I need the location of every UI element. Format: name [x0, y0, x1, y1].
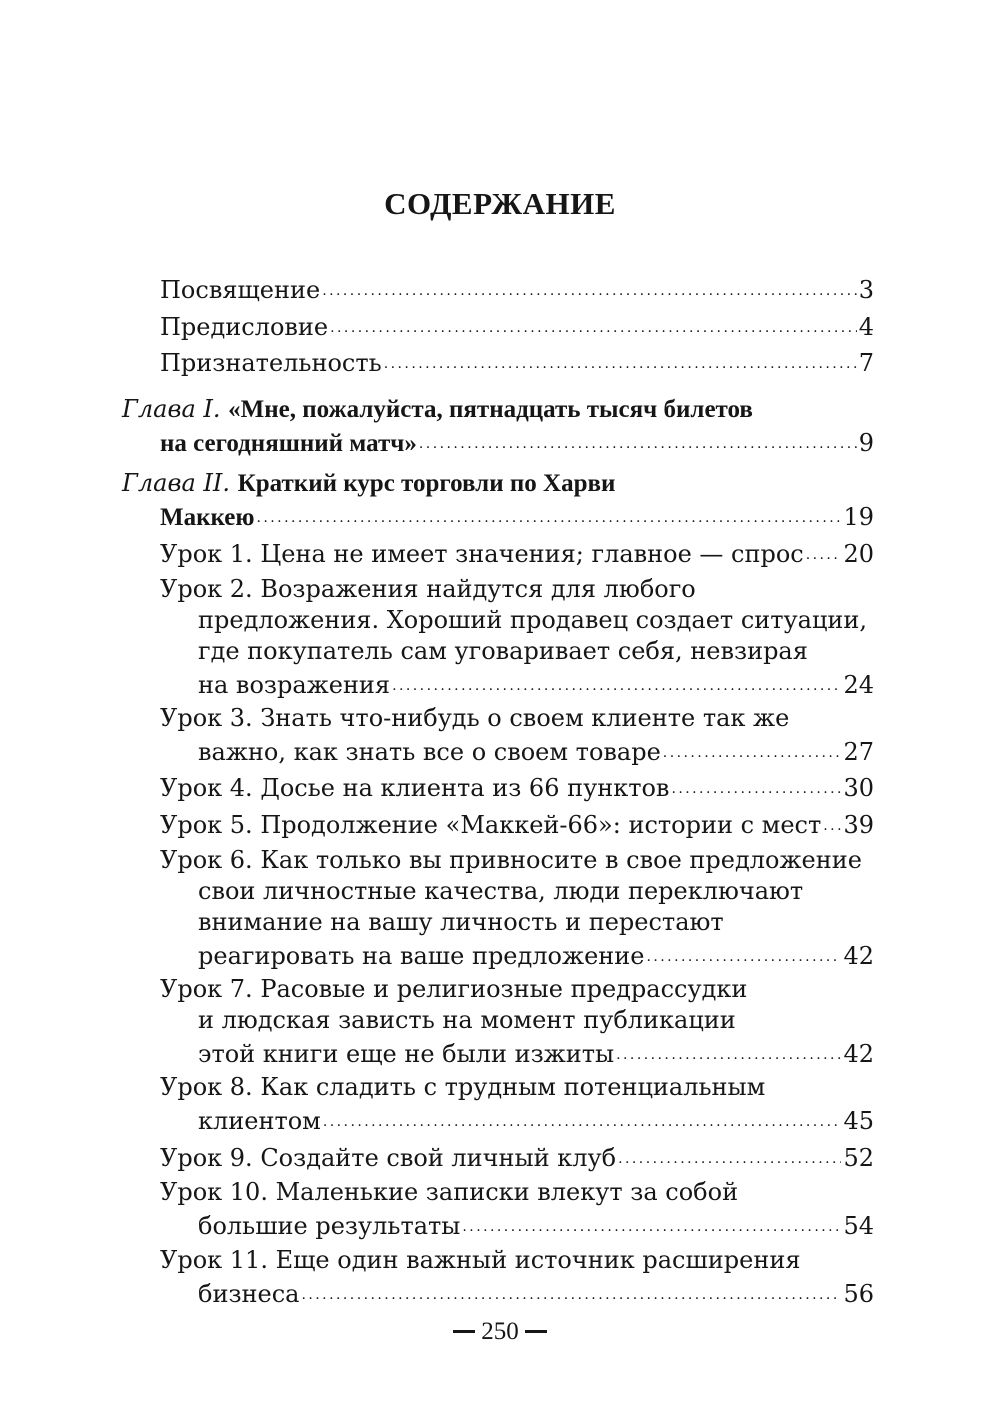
- toc-entry-title: Урок 2. Возражения найдутся для любого: [160, 575, 696, 603]
- toc-entry-chapter-1: [122, 394, 874, 459]
- toc-entry-lesson-1: [160, 536, 874, 570]
- toc-entry-title-continued: на возражения: [198, 671, 391, 700]
- toc-page-number: 56: [843, 1280, 874, 1309]
- chapter-title: Краткий курс торговли по Харви: [237, 470, 616, 497]
- toc-entry-title: Посвящение: [160, 276, 321, 305]
- dot-leader: [301, 1276, 841, 1302]
- toc-entry-dedication: [160, 272, 874, 306]
- toc-page-number: 20: [843, 540, 874, 569]
- chapter-title: «Мне, пожалуйста, пятнадцать тысяч билетов: [228, 396, 753, 423]
- page-title: СОДЕРЖАНИЕ: [384, 186, 616, 221]
- chapter-label: Глава II.: [122, 469, 230, 497]
- toc-entry-title: Урок 5. Продолжение «Маккей-66»: истории с мест: [160, 811, 822, 840]
- toc-page-number: 24: [843, 671, 874, 700]
- toc-page-number: 45: [843, 1107, 874, 1136]
- dot-leader: [663, 734, 842, 760]
- dot-leader: [462, 1208, 841, 1234]
- dot-leader: [392, 667, 841, 693]
- dot-leader: [330, 309, 857, 335]
- toc-entry-lesson-9: [160, 1140, 874, 1174]
- toc-entry-lesson-7: [160, 974, 874, 1070]
- toc-entry-lesson-5: [160, 807, 874, 841]
- dot-leader: [256, 499, 841, 525]
- page-number-footer: [0, 1318, 1000, 1346]
- toc-entry-title: Урок 4. Досье на клиента из 66 пунктов: [160, 774, 670, 803]
- toc-entry-preface: [160, 309, 874, 343]
- chapter-title-continued: на сегодняшний матч»: [160, 430, 417, 458]
- dot-leader: [671, 770, 841, 796]
- chapter-title-continued: Маккею: [160, 504, 255, 532]
- toc-entry-title-continued: бизнеса: [198, 1280, 300, 1309]
- toc-entry-title-continued: предложения. Хороший продавец создает ситуации,: [198, 606, 868, 634]
- toc-entry-lesson-8: [160, 1072, 874, 1137]
- dot-leader: [419, 425, 857, 451]
- toc-page-number: 52: [843, 1144, 874, 1173]
- toc-entry-lesson-2: [160, 574, 874, 701]
- left-dash-ornament: [453, 1330, 475, 1333]
- toc-entry-title-continued: свои личностные качества, люди переключают: [198, 877, 804, 905]
- folio-number: 250: [481, 1318, 519, 1345]
- toc-entry-title-continued: важно, как знать все о своем товаре: [198, 738, 661, 767]
- right-dash-ornament: [525, 1330, 547, 1333]
- toc-page-number: 30: [843, 774, 874, 803]
- dot-leader: [646, 938, 841, 964]
- toc-page-number: 54: [843, 1212, 874, 1241]
- toc-entry-title: Предисловие: [160, 313, 329, 342]
- toc-page-number: 42: [843, 1040, 874, 1069]
- toc-entry-title: Урок 9. Создайте свой личный клуб: [160, 1144, 617, 1173]
- toc-page-number: 42: [843, 942, 874, 971]
- toc-entry-title: Урок 8. Как сладить с трудным потенциальным: [160, 1073, 766, 1101]
- dot-leader: [323, 1103, 842, 1129]
- toc-entry-title-continued: большие результаты: [198, 1212, 461, 1241]
- toc-entry-title-continued: внимание на вашу личность и перестают: [198, 908, 724, 936]
- toc-entry-lesson-10: [160, 1177, 874, 1242]
- dot-leader: [322, 272, 857, 298]
- toc-entry-title: Урок 11. Еще один важный источник расширения: [160, 1246, 801, 1274]
- toc-entry-title: Урок 7. Расовые и религиозные предрассудки: [160, 975, 748, 1003]
- toc-page-number: 39: [843, 811, 874, 840]
- toc-entry-title-continued: и людская зависть на момент публикации: [198, 1006, 736, 1034]
- toc-entry-lesson-6: [160, 845, 874, 972]
- dot-leader: [616, 1036, 841, 1062]
- toc-entry-acknowledgements: [160, 345, 874, 379]
- toc-page-number: 4: [858, 313, 874, 342]
- toc-entry-title: Урок 3. Знать что-нибудь о своем клиенте так же: [160, 704, 790, 732]
- toc-entry-lesson-3: [160, 703, 874, 768]
- toc-entry-title: Урок 6. Как только вы привносите в свое предложение: [160, 846, 862, 874]
- toc-page-number: 3: [858, 276, 874, 305]
- toc-entry-title-continued: где покупатель сам уговаривает себя, невзирая: [198, 637, 808, 665]
- toc-page-number: 7: [858, 349, 874, 378]
- toc-entry-title-continued: этой книги еще не были изжиты: [198, 1040, 615, 1069]
- dot-leader: [823, 807, 841, 833]
- dot-leader: [806, 536, 842, 562]
- toc-entry-title: Признательность: [160, 349, 382, 378]
- toc-page-number: 9: [858, 429, 874, 458]
- dot-leader: [384, 345, 857, 371]
- toc-entry-title-continued: клиентом: [198, 1107, 321, 1136]
- toc-entry-title-continued: реагировать на ваше предложение: [198, 942, 645, 971]
- toc-entry-lesson-4: [160, 770, 874, 804]
- toc-page-number: 19: [843, 503, 874, 532]
- toc-entry-lesson-11: [160, 1245, 874, 1310]
- toc-entry-chapter-2: [122, 468, 874, 533]
- dot-leader: [618, 1140, 841, 1166]
- toc-entry-title: Урок 10. Маленькие записки влекут за собой: [160, 1178, 739, 1206]
- chapter-label: Глава I.: [122, 395, 221, 423]
- toc-entry-title: Урок 1. Цена не имеет значения; главное — спрос: [160, 540, 804, 569]
- toc-page-number: 27: [843, 738, 874, 767]
